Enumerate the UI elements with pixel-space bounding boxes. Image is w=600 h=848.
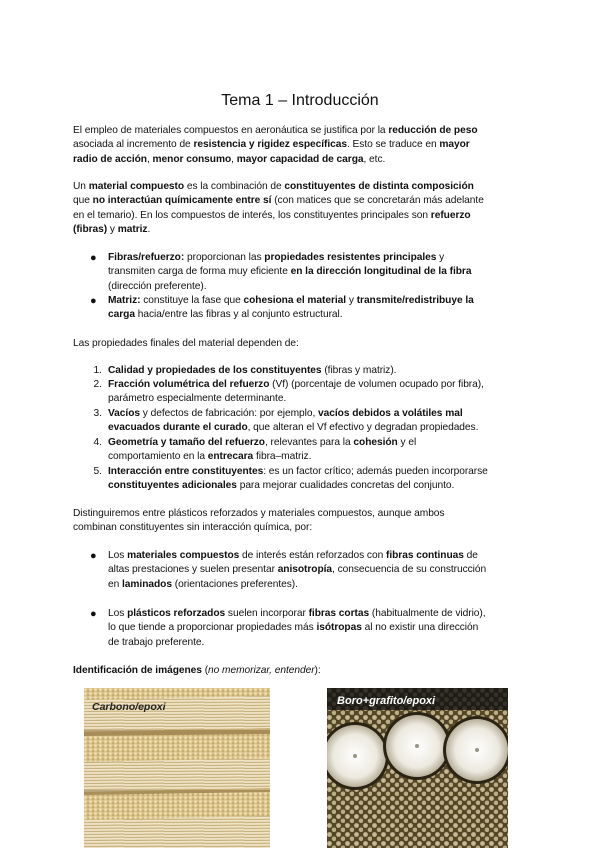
text: transmiten carga de forma muy eficiente <box>108 266 291 278</box>
text: . <box>147 224 151 236</box>
text: es la combinación de <box>184 181 285 192</box>
text-bold: Vacíos <box>108 408 140 419</box>
text-bold: evacuados durante el curado <box>108 422 248 434</box>
list-item <box>108 364 533 378</box>
text-bold: en la dirección longitudinal de la fibra <box>290 266 472 278</box>
text-bold: cohesiona el material <box>243 295 347 306</box>
text: , <box>146 153 153 165</box>
text-bold: laminados <box>122 578 172 590</box>
text: , consecuencia de su construcción <box>332 564 487 576</box>
text: , que alteran el Vf efectivo y degradan propiedades. <box>247 422 479 434</box>
text-bold: entrecara <box>207 451 254 463</box>
text: suelen incorporar <box>225 608 309 619</box>
text-bold: vacíos debidos a volátiles mal <box>318 408 463 419</box>
text: , etc. <box>363 153 386 165</box>
text: Los <box>108 608 128 619</box>
text: ): <box>314 665 321 676</box>
text: , <box>231 153 237 165</box>
text: (Vf) (porcentaje de volumen ocupado por fibra), <box>269 379 484 390</box>
list-number: 1. <box>93 365 102 376</box>
text: constituye la fase que <box>140 295 244 306</box>
text-bold: fibras continuas <box>386 550 464 561</box>
text-bold: Fracción volumétrica del refuerzo <box>108 379 270 390</box>
text-bold: mayor <box>439 139 470 151</box>
text-bold: transmite/redistribuye la <box>356 295 474 306</box>
text-bold: fibras cortas <box>308 608 370 619</box>
text: (dirección preferente). <box>108 280 207 292</box>
text-bold: refuerzo <box>430 209 471 221</box>
list-item <box>108 436 533 465</box>
text-bold: matriz <box>117 224 148 236</box>
page-title: Tema 1 – Introducción <box>221 92 379 109</box>
text: Los <box>108 550 128 561</box>
bullet-plasticos-reforzados <box>108 607 533 650</box>
text: ( <box>201 665 209 676</box>
text-bold: Calidad y propiedades de los constituyentes <box>108 365 322 376</box>
text: asociada al incremento de <box>73 139 194 151</box>
list-number: 4. <box>93 437 102 448</box>
text: combinan constituyentes sin interacción química, por: <box>73 522 313 534</box>
text: comportamiento en la <box>108 451 208 463</box>
bullet-icon: ● <box>90 295 97 307</box>
text: de trabajo preferente. <box>108 636 205 648</box>
text-bold: radio de acción <box>73 153 147 165</box>
text-bold: isótropas <box>316 622 362 634</box>
text: de <box>463 550 478 561</box>
text: altas prestaciones y suelen presentar <box>108 564 278 576</box>
paragraph-definition <box>73 180 533 238</box>
text: Distinguiremos entre plásticos reforzados y materiales compuestos, aunque ambos <box>73 508 445 519</box>
text: , relevantes para la <box>264 437 354 448</box>
text: (con matices que se concretarán más adelante <box>271 195 484 207</box>
text-bold: Geometría y tamaño del refuerzo <box>108 437 265 448</box>
bullet-icon: ● <box>90 550 97 562</box>
text: que <box>73 195 93 207</box>
bullet-materiales-compuestos <box>108 549 533 592</box>
text-bold: (fibras) <box>73 224 108 236</box>
image-label-carbono: Carbono/epoxi <box>92 701 166 713</box>
carbon-laminate-image <box>84 688 270 848</box>
bullet-fibras <box>108 251 528 294</box>
bullet-matriz <box>108 294 528 323</box>
image-label-boro: Boro+grafito/epoxi <box>337 695 436 707</box>
text-bold: Matriz: <box>108 295 141 306</box>
boron-graphite-image <box>327 688 508 848</box>
list-number: 3. <box>93 408 102 419</box>
bullet-icon: ● <box>90 608 97 620</box>
list-number: 2. <box>93 379 102 390</box>
text-bold: anisotropía <box>277 564 333 576</box>
text-bold: plásticos reforzados <box>127 608 226 619</box>
text: . Esto se traduce en <box>346 139 440 151</box>
text: El empleo de materiales compuestos en aeronáutica se justifica por la <box>73 125 389 136</box>
text: al no existir una dirección <box>361 622 479 634</box>
text: y <box>436 252 445 263</box>
paragraph-identificacion <box>73 664 533 678</box>
text-bold: material compuesto <box>88 181 185 192</box>
bullet-icon: ● <box>90 252 97 264</box>
text-bold: constituyentes adicionales <box>108 480 237 492</box>
text: de interés están reforzados con <box>239 550 386 561</box>
micrograph-carbono-epoxi <box>84 688 270 848</box>
text-bold: propiedades resistentes principales <box>264 252 437 263</box>
text: y <box>346 295 357 306</box>
text-bold: carga <box>108 309 135 321</box>
text: Las propiedades finales del material dependen de: <box>73 338 299 349</box>
text: en <box>108 578 123 590</box>
text: proporcionan las <box>184 252 265 263</box>
text: (fibras y matriz). <box>321 365 397 376</box>
list-item <box>108 407 533 436</box>
text-bold: menor consumo <box>152 153 232 165</box>
text: y el <box>397 437 417 448</box>
text: lo que tiende a proporcionar propiedades más <box>108 622 317 634</box>
text-bold: cohesión <box>353 437 398 448</box>
text-bold: Fibras/refuerzo: <box>108 252 185 263</box>
text: : es un factor crítico; además pueden incorporarse <box>263 466 488 477</box>
text-bold: Interacción entre constituyentes <box>108 466 264 477</box>
text: (habitualmente de vidrio), <box>369 608 486 619</box>
text-bold: constituyentes de distinta composición <box>284 181 474 192</box>
list-item <box>108 465 533 494</box>
text-italic: no memorizar, entender <box>208 665 315 676</box>
paragraph-intro <box>73 124 533 167</box>
paragraph-propiedades <box>73 337 533 351</box>
text-bold: Identificación de imágenes <box>73 665 202 676</box>
text: y <box>107 224 118 236</box>
text: hacia/entre las fibras y al conjunto estructural. <box>134 309 343 321</box>
text: fibra–matriz. <box>253 451 312 463</box>
text: Un <box>73 181 89 192</box>
text: en el temario). En los compuestos de interés, los constituyentes principales son <box>73 209 431 221</box>
text: y defectos de fabricación: por ejemplo, <box>139 408 319 419</box>
text: parámetro especialmente determinante. <box>108 393 287 405</box>
text-bold: resistencia y rigidez específicas <box>193 139 347 151</box>
list-number: 5. <box>93 466 102 477</box>
text-bold: reducción de peso <box>388 125 478 136</box>
text: (orientaciones preferentes). <box>171 578 298 590</box>
text-bold: materiales compuestos <box>127 550 240 561</box>
text-bold: mayor capacidad de carga <box>236 153 364 165</box>
text-bold: no interactúan químicamente entre sí <box>92 195 272 207</box>
micrograph-boro-grafito-epoxi <box>327 688 508 848</box>
list-item <box>108 378 533 407</box>
paragraph-distinguir <box>73 507 533 536</box>
text: para mejorar cualidades concretas del conjunto. <box>236 480 455 492</box>
